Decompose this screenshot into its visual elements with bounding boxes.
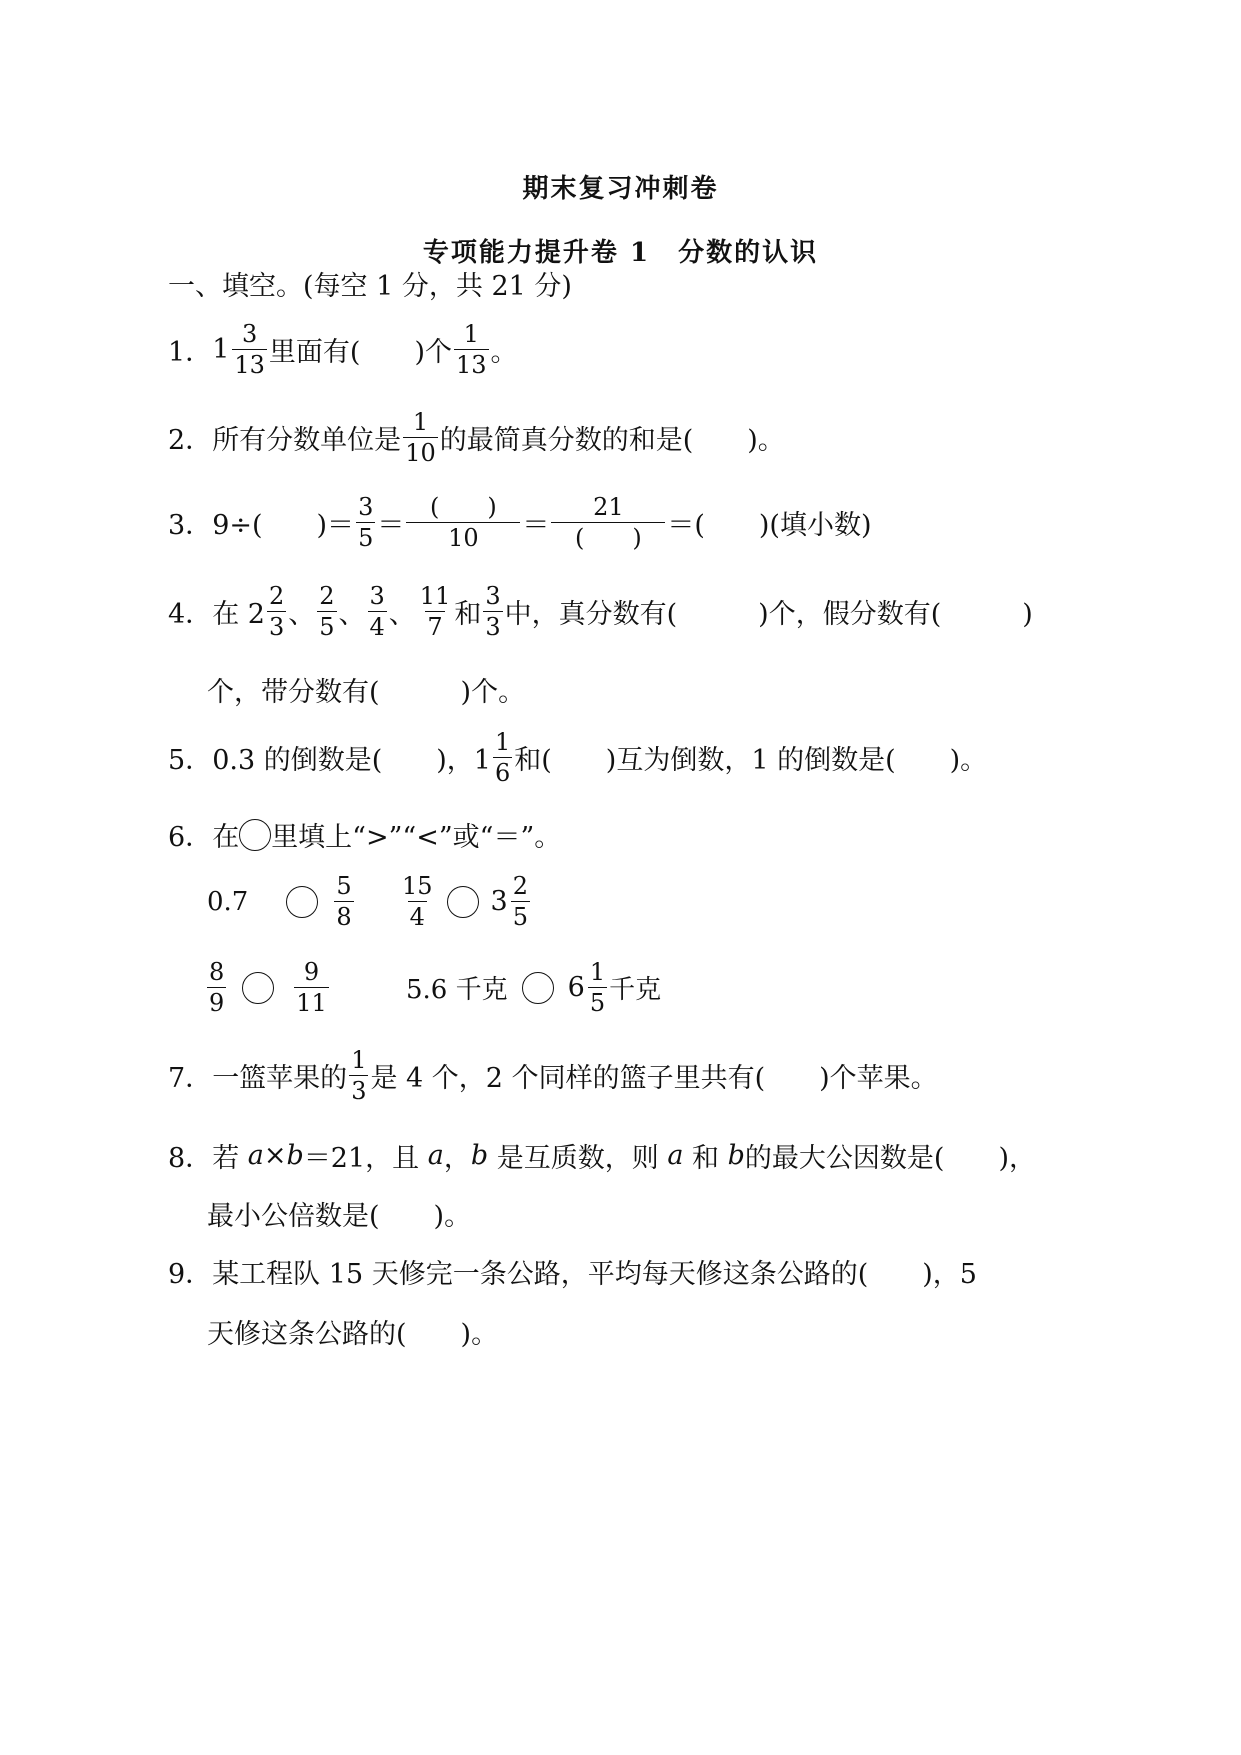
question-text: 0.3 的倒数是( )，1: [212, 745, 491, 776]
fraction: $\frac{21}{( )}$: [551, 495, 665, 550]
fraction: $\frac{1}{6}$: [494, 728, 511, 787]
fraction: $\frac{3}{4}$: [369, 582, 385, 641]
fraction: $\frac{2}{5}$: [319, 582, 335, 641]
question-number: 5．: [168, 745, 213, 776]
compare-item-4: 5.6 千克 6 $\frac{1}{5}$ 千克: [406, 958, 662, 1017]
question-7: 7． 一篮苹果的 $\frac{1}{3}$ 是 4 个，2 个同样的篮子里共有( )个苹果。: [168, 1046, 938, 1105]
mixed-whole: 1: [212, 334, 230, 365]
question-text: 9÷( )＝: [212, 510, 355, 541]
fraction: $\frac{9}{11}$: [296, 958, 327, 1017]
fraction: $\frac{15}{4}$: [402, 872, 433, 931]
question-text: 所有分数单位是: [212, 425, 402, 456]
fraction: $\frac{1}{10}$: [405, 408, 436, 467]
question-5: 5． 0.3 的倒数是( )，1 $\frac{1}{6}$ 和( )互为倒数，1 的倒数是( )。: [168, 728, 988, 787]
compare-item-2: $\frac{15}{4}$ 3 $\frac{2}{5}$: [402, 872, 529, 931]
section-heading: 一、填空。(每空 1 分，共 21 分): [168, 271, 572, 302]
fraction: $\frac{2}{3}$: [268, 582, 285, 641]
question-6: 6． 在 里填上“>”“<”或“＝”。: [168, 815, 561, 854]
question-number: 9．: [168, 1259, 213, 1290]
question-number: 7．: [168, 1063, 213, 1094]
answer-circle[interactable]: [286, 886, 318, 918]
fraction: $\frac{1}{13}$: [456, 320, 487, 379]
question-9-continued: 天修这条公路的( )。: [207, 1319, 499, 1350]
fraction: $\frac{3}{3}$: [485, 582, 501, 641]
compare-item-1: 0.7 $\frac{5}{8}$: [207, 872, 352, 931]
page-title: 期末复习冲刺卷: [522, 174, 719, 204]
question-2: 2． 所有分数单位是 $\frac{1}{10}$ 的最简真分数的和是( )。: [168, 408, 785, 467]
question-1: 1． 1 $\frac{3}{13}$ 里面有( )个 $\frac{1}{13}$ 。: [168, 320, 518, 379]
fraction: $\frac{11}{7}$: [419, 582, 451, 641]
page-subtitle: 专项能力提升卷 1 分数的认识: [422, 238, 819, 268]
fraction: $\frac{2}{5}$: [512, 872, 529, 931]
answer-circle[interactable]: [522, 972, 554, 1004]
fraction: $\frac{3}{13}$: [234, 320, 265, 379]
question-4: 4． 在 2 $\frac{2}{3}$ 、 $\frac{2}{5}$ 、 $\frac{3}{4}$ 、 $\frac{11}{7}$ 和 $\frac{3}{3}$ 中，真分数有( )个，假分数有( ): [168, 582, 1033, 641]
question-8: 8． 若 a × b ＝21，且 a ， b 是互质数，则 a 和 b 的最大公因数是( )，: [168, 1136, 1036, 1175]
answer-circle[interactable]: [242, 972, 274, 1004]
question-text: 里面有( )个: [268, 337, 452, 368]
compare-item-3: [205, 960, 331, 1015]
fraction: $\frac{8}{9}$: [209, 958, 225, 1017]
fraction: $\frac{5}{8}$: [336, 872, 352, 931]
fraction: $\frac{1}{3}$: [351, 1046, 367, 1105]
question-8-continued: 最小公倍数是( )。: [207, 1201, 472, 1232]
answer-circle[interactable]: [447, 886, 479, 918]
question-number: 3．: [168, 510, 213, 541]
question-3: 3． 9÷( )＝ $\frac{3}{5}$ ＝ $\frac{( )}{10}$ ＝ $\frac{21}{( )}$ ＝( )(填小数): [168, 493, 872, 552]
question-number: 8．: [168, 1143, 213, 1174]
question-number: 4．: [168, 599, 213, 630]
compare-circle-icon: [239, 819, 271, 851]
question-number: 6．: [168, 822, 213, 853]
fraction: $\frac{( )}{10}$: [406, 495, 520, 550]
fraction: $\frac{3}{5}$: [358, 493, 374, 552]
question-number: 1．: [168, 337, 213, 368]
fraction: $\frac{1}{5}$: [589, 958, 606, 1017]
question-9: [168, 1252, 977, 1291]
question-text: 某工程队 15 天修完一条公路，平均每天修这条公路的( )，5: [212, 1259, 977, 1290]
question-number: 2．: [168, 425, 213, 456]
question-text: 在 2: [212, 599, 265, 630]
question-4-continued: 个，带分数有( )个。: [207, 677, 526, 708]
question-text: 一篮苹果的: [212, 1063, 348, 1094]
